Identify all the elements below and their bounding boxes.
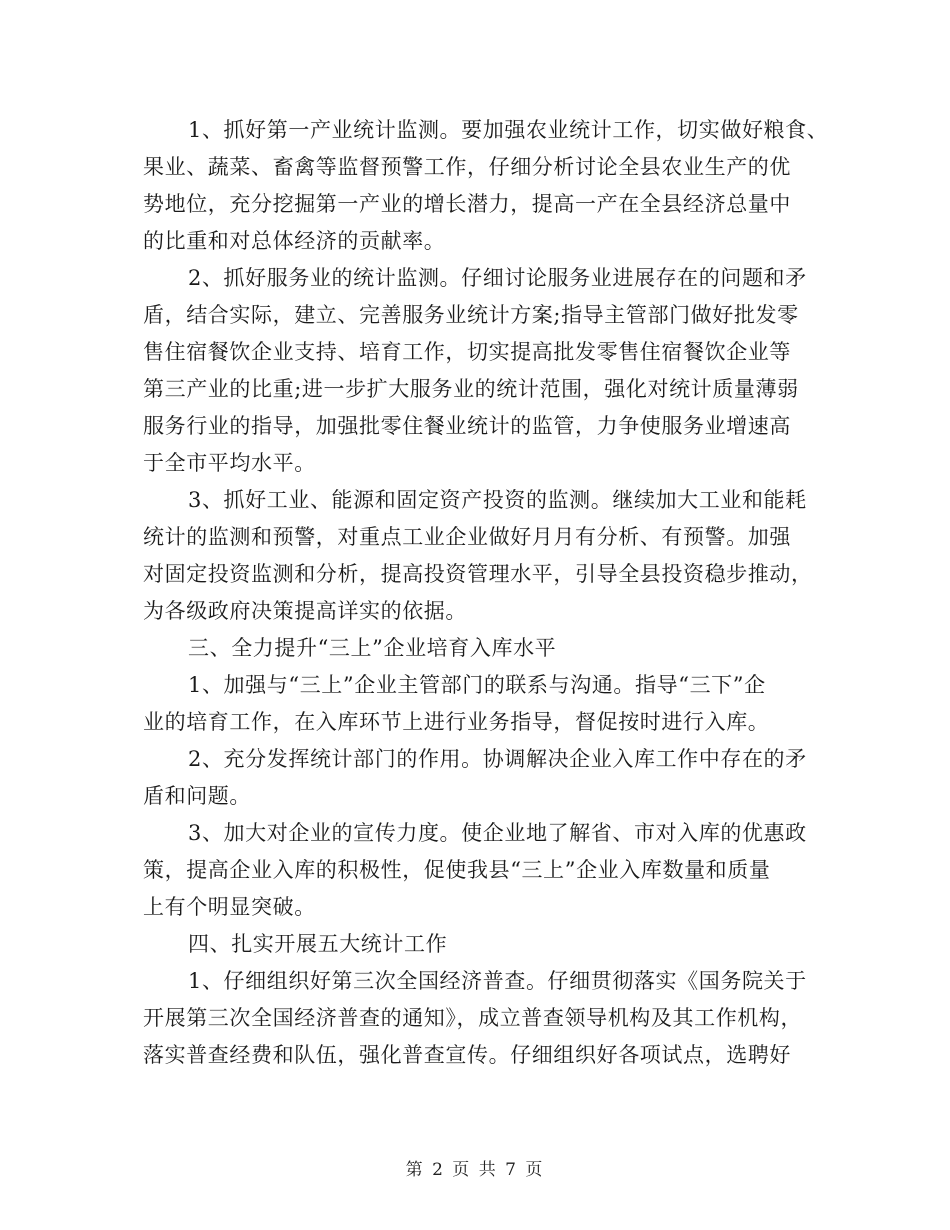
text-line: 1、加强与“三上”企业主管部门的联系与沟通。指导“三下”企 [188,673,766,697]
text-line: 盾和问题。 [143,784,251,808]
text-line: 开展第三次全国经济普查的通知》，成立普查领导机构及其工作机构， [143,1006,803,1030]
text-line: 统计的监测和预警，对重点工业企业做好月月有分析、有预警。加强 [143,525,791,549]
text-line: 服务行业的指导，加强批零住餐业统计的监管，力争使服务业增速高 [143,414,791,438]
section-heading: 三、全力提升“三上”企业培育入库水平 [188,636,557,660]
text-line: 1、仔细组织好第三次全国经济普查。仔细贯彻落实《国务院关于 [188,969,807,993]
text-line: 的比重和对总体经济的贡献率。 [143,229,446,253]
text-line: 1、抓好第一产业统计监测。要加强农业统计工作，切实做好粮食、 [188,118,829,142]
text-line: 第三产业的比重;进一步扩大服务业的统计范围，强化对统计质量薄弱 [143,377,799,401]
text-line: 对固定投资监测和分析，提高投资管理水平，引导全县投资稳步推动， [143,562,813,586]
text-line: 策，提高企业入库的积极性，促使我县“三上”企业入库数量和质量 [143,858,771,882]
text-line: 盾，结合实际，建立、完善服务业统计方案;指导主管部门做好批发零 [143,303,799,327]
text-line: 3、抓好工业、能源和固定资产投资的监测。继续加大工业和能耗 [188,488,807,512]
text-line: 果业、蔬菜、畜禽等监督预警工作，仔细分析讨论全县农业生产的优 [143,155,791,179]
text-line: 售住宿餐饮企业支持、培育工作，切实提高批发零售住宿餐饮企业等 [143,340,791,364]
text-line: 落实普查经费和队伍，强化普查宣传。仔细组织好各项试点，选聘好 [143,1043,791,1067]
page-footer: 第 2 页 共 7 页 [405,1160,545,1180]
text-line: 势地位，充分挖掘第一产业的增长潜力，提高一产在全县经济总量中 [143,192,791,216]
text-line: 2、抓好服务业的统计监测。仔细讨论服务业进展存在的问题和矛 [188,266,807,290]
text-line: 为各级政府决策提高详实的依据。 [143,599,467,623]
text-line: 于全市平均水平。 [143,451,316,475]
text-line: 2、充分发挥统计部门的作用。协调解决企业入库工作中存在的矛 [188,747,807,771]
section-heading: 四、扎实开展五大统计工作 [188,932,448,956]
text-line: 业的培育工作，在入库环节上进行业务指导，督促按时进行入库。 [143,710,770,734]
text-line: 3、加大对企业的宣传力度。使企业地了解省、市对入库的优惠政 [188,821,807,845]
text-line: 上有个明显突破。 [143,895,316,919]
